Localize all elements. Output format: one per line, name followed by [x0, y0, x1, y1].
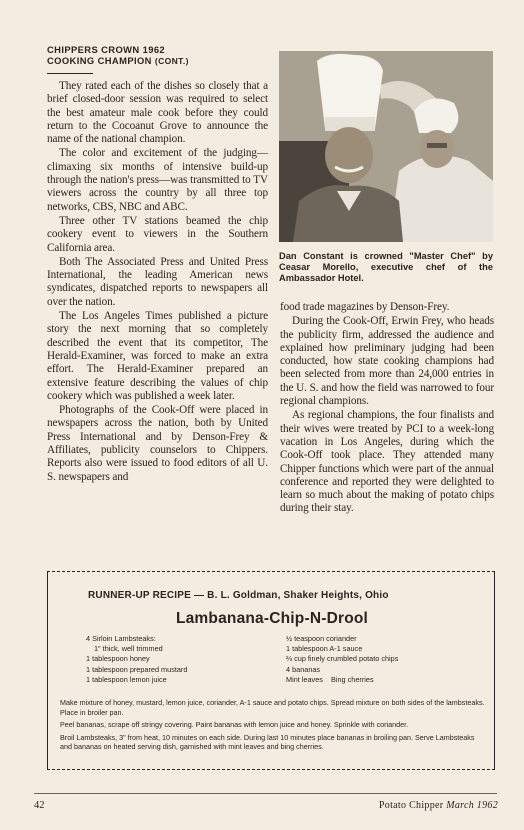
- runner-up-heading: RUNNER-UP RECIPE — B. L. Goldman, Shaker Heights, Ohio: [88, 590, 389, 601]
- article-paragraph: The Los Angeles Times published a picture story the next morning that so completely described the event that its competitor, The Herald-Examiner, was forced to make an extra effort. The Herald-Examiner prepared an extensive feature describing the values of chip cookery which was published a week later.: [47, 310, 268, 402]
- article-paragraph: The color and excitement of the judging—climaxing six months of intensive build-up through the nation's press—was transmitted to TV viewers across the country by all three top networks, CBS, NBC and ABC.: [47, 147, 268, 213]
- article-paragraph: As regional champions, the four finalists and their wives were treated by PCI to a week-long vacation in Los Angeles, during which the Cook-Off took place. They attended many Chipper functions which were part of the annual conference and reported they were delighted to learn so much about the making of potato chips during their stay.: [280, 409, 494, 515]
- ingredient-item: 1 tablespoon prepared mustard: [86, 664, 188, 674]
- photo-illustration: [279, 51, 493, 242]
- ingredient-item: 4 bananas: [286, 664, 321, 674]
- footer-rule: [34, 793, 497, 794]
- instruction-step: Peel bananas, scrape off stringy covering. Paint bananas with lemon juice and honey. Sprinkle with coriander.: [60, 720, 409, 730]
- recipe-box: [47, 571, 495, 770]
- heading-line-2: COOKING CHAMPION (CONT.): [47, 55, 189, 66]
- ingredient-item: 1" thick, well trimmed: [94, 644, 163, 654]
- ingredient-item: ⅔ cup finely crumbled potato chips: [286, 654, 399, 664]
- ingredients-left: [86, 634, 256, 685]
- article-paragraph: Both The Associated Press and United Press International, the leading American news syndicates, dispatched reports to newspapers all over the nation.: [47, 255, 268, 308]
- ingredient-item: Mint leaves Bing cherries: [286, 674, 374, 684]
- magazine-name: Potato Chipper: [378, 800, 444, 811]
- footer-magazine-title: [318, 800, 498, 811]
- heading-rule: [47, 73, 93, 74]
- page-number: 42: [34, 800, 45, 811]
- right-column: [280, 301, 494, 517]
- chef-crowning-photo: [279, 51, 493, 242]
- photo-caption: Dan Constant is crowned "Master Chef" by Ceasar Morello, executive chef of the Ambassador Hotel.: [279, 251, 493, 283]
- article-paragraph: Photographs of the Cook-Off were placed in newspapers across the nation, both by United Press International and by Denson-Frey & Affiliates, publicity counselors to Chippers. Reports also were issued to food editors of all U. S. newspapers and: [47, 404, 268, 483]
- heading-line-1: CHIPPERS CROWN 1962: [47, 44, 166, 55]
- ingredient-item: 1 tablespoon lemon juice: [86, 674, 167, 684]
- article-paragraph: During the Cook-Off, Erwin Frey, who heads the publicity firm, addressed the audience and explained how preliminary judging had been conducted, how state cooking champions had been selected from more than 24,000 entries in the U. S. and how the field was narrowed to four regional champions.: [280, 315, 494, 408]
- article-paragraph: food trade magazines by Denson-Frey.: [280, 301, 450, 313]
- issue-date: March 1962: [446, 800, 498, 811]
- article-paragraph: They rated each of the dishes so closely that a brief closed-door session was required to select the best amateur male cook before they could return to the Cocoanut Grove to announce the name of the national champion.: [47, 80, 268, 146]
- recipe-instructions: [60, 698, 486, 755]
- ingredient-item: 4 Sirloin Lambsteaks:: [86, 634, 156, 643]
- ingredients-right: [286, 634, 486, 685]
- article-paragraph: Three other TV stations beamed the chip cookery event to viewers in the Southern California area.: [47, 214, 268, 254]
- heading-cont: (CONT.): [154, 56, 189, 66]
- ingredient-item: 1 tablespoon A-1 sauce: [286, 644, 363, 654]
- instruction-step: Make mixture of honey, mustard, lemon juice, coriander, A-1 sauce and potato chips. Spread mixture on both sides of the lambsteaks. Place in broiler pan.: [60, 698, 485, 717]
- article-heading: [47, 44, 268, 67]
- ingredient-item: 1 tablespoon honey: [86, 654, 150, 664]
- instruction-step: Broil Lambsteaks, 3" from heat, 10 minutes on each side. During last 10 minutes place bananas in broiling pan. Serve Lambsteaks and bananas on heated serving dish, garnished with mint leaves and bing cherries.: [60, 732, 475, 752]
- ingredient-item: ½ teaspoon coriander: [286, 634, 357, 643]
- recipe-title: Lambanana-Chip-N-Drool: [175, 610, 369, 627]
- left-column: [47, 44, 268, 485]
